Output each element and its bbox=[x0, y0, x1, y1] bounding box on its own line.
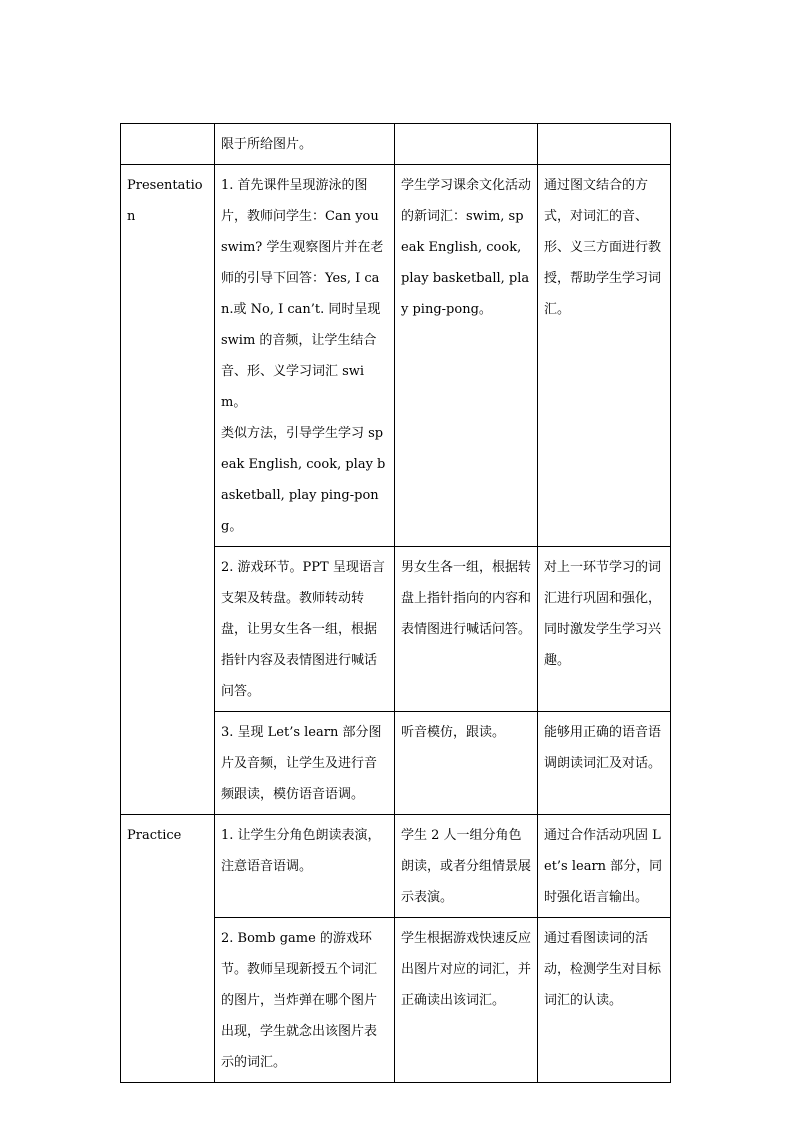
step-cell bbox=[215, 124, 395, 165]
student-cell: 听音模仿，跟读。 bbox=[395, 712, 538, 815]
table-row bbox=[121, 124, 671, 165]
purpose-cell: 能够用正确的语音语调朗读词汇及对话。 bbox=[538, 712, 671, 815]
step-cell bbox=[215, 547, 395, 712]
stage-cell bbox=[121, 124, 215, 165]
student-cell: 男女生各一组，根据转盘上指针指向的内容和表情图进行喊话问答。 bbox=[395, 547, 538, 712]
purpose-cell: 通过看图读词的活动，检测学生对目标词汇的认读。 bbox=[538, 918, 671, 1083]
step-text: 3. 呈现 Let’s learn 部分图片及音频，让学生及进行音频跟读，模仿语音语调。 bbox=[221, 725, 382, 802]
student-cell bbox=[395, 124, 538, 165]
stage-cell: Presentation bbox=[121, 165, 215, 815]
step-cell bbox=[215, 712, 395, 815]
step-text: 1. 让学生分角色朗读表演，注意语音语调。 bbox=[221, 828, 381, 874]
student-cell: 学生根据游戏快速反应出图片对应的词汇，并正确读出该词汇。 bbox=[395, 918, 538, 1083]
step-cell bbox=[215, 165, 395, 547]
table-row bbox=[121, 815, 671, 918]
step-text: 1. 首先课件呈现游泳的图片，教师问学生：Can you swim? 学生观察图片并在老师的引导下回答：Yes, I can.或 No, I can’t. 同时呈现 swim 的音频，让学生结合音、形、义学习词汇 swim。 bbox=[221, 178, 384, 410]
purpose-cell: 通过合作活动巩固 Let’s learn 部分，同时强化语言输出。 bbox=[538, 815, 671, 918]
lesson-plan-table bbox=[120, 123, 671, 1083]
table-row bbox=[121, 165, 671, 547]
step-text: 2. Bomb game 的游戏环节。教师呈现新授五个词汇的图片，当炸弹在哪个图片出现，学生就念出该图片表示的词汇。 bbox=[221, 931, 378, 1070]
purpose-cell: 通过图文结合的方式，对词汇的音、形、义三方面进行教授，帮助学生学习词汇。 bbox=[538, 165, 671, 547]
step-text: 类似方法，引导学生学习 speak English, cook, play basketball, play ping-pong。 bbox=[221, 426, 386, 534]
purpose-cell: 对上一环节学习的词汇进行巩固和强化，同时激发学生学习兴趣。 bbox=[538, 547, 671, 712]
student-cell: 学生学习课余文化活动的新词汇：swim, speak English, cook, play basketball, play ping-pong。 bbox=[395, 165, 538, 547]
stage-cell: Practice bbox=[121, 815, 215, 1083]
step-cell bbox=[215, 918, 395, 1083]
step-text: 2. 游戏环节。PPT 呈现语言支架及转盘。教师转动转盘，让男女生各一组，根据指针内容及表情图进行喊话问答。 bbox=[221, 560, 385, 699]
step-cell bbox=[215, 815, 395, 918]
student-cell: 学生 2 人一组分角色朗读，或者分组情景展示表演。 bbox=[395, 815, 538, 918]
purpose-cell bbox=[538, 124, 671, 165]
step-text: 限于所给图片。 bbox=[221, 137, 313, 152]
